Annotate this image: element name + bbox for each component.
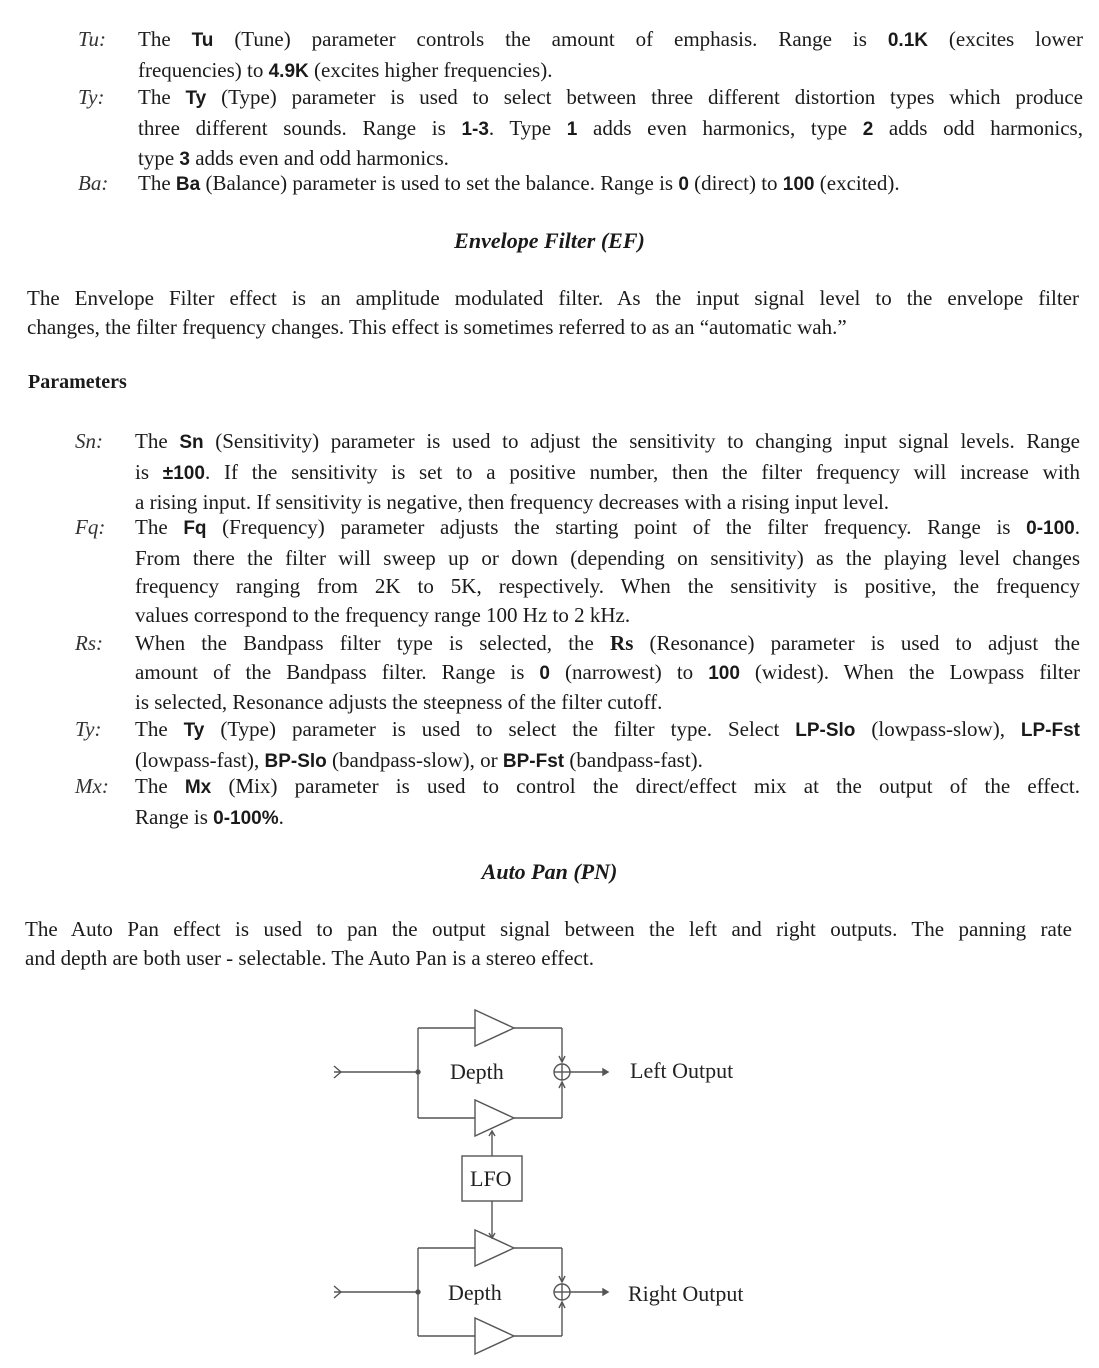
parameter-value: 3: [179, 149, 190, 170]
auto-pan-title: Auto Pan (PN): [481, 859, 618, 884]
parameter-description: [135, 427, 1080, 517]
parameter-value: Ty: [185, 88, 207, 109]
parameter-description: [135, 513, 1080, 629]
parameter-label: Tu:: [78, 27, 107, 51]
description-line: The Ty (Type) parameter is used to select the filter type. Select LP-Slo (lowpass-slow), LP-Fst: [135, 717, 1080, 741]
top-amp-triangle: [475, 1010, 514, 1046]
description-line: type 3 adds even and odd harmonics.: [138, 146, 449, 170]
left-output-label: Left Output: [630, 1058, 734, 1083]
auto-pan-diagram: [0, 990, 1099, 1360]
description-line: is selected, Resonance adjusts the steepness of the filter cutoff.: [135, 690, 663, 714]
description-line: From there the filter will sweep up or down (depending on sensitivity) as the playing level changes: [135, 545, 1080, 570]
parameter-label: Fq:: [75, 515, 106, 539]
lfo-label: LFO: [470, 1166, 512, 1191]
parameter-label: Sn:: [75, 429, 103, 453]
bottom-depth-label: Depth: [448, 1280, 502, 1305]
parameter-value: Ty: [183, 720, 205, 741]
parameter-value: 4.9K: [268, 60, 309, 82]
parameter-label: Rs:: [75, 631, 103, 655]
parameter-value: 1-3: [461, 118, 489, 140]
right-output-label: Right Output: [628, 1281, 744, 1306]
bottom-amp-triangle: [475, 1100, 514, 1136]
parameter-label: Ty:: [78, 85, 105, 109]
description-line: The Ty (Type) parameter is used to select between three different distortion types which produce: [138, 85, 1083, 109]
parameter-description: [135, 772, 1080, 833]
intro-line: The Auto Pan effect is used to pan the output signal between the left and right outputs. The panning rate: [25, 917, 1072, 941]
intro-line: and depth are both user - selectable. The Auto Pan is a stereo effect.: [25, 945, 594, 970]
bottom-input-arrow: [334, 1286, 418, 1298]
parameter-value: 0-100: [1026, 518, 1075, 539]
intro-line: The Envelope Filter effect is an amplitude modulated filter. As the input signal level to the envelope filter: [27, 286, 1079, 310]
envelope-filter-title: Envelope Filter (EF): [454, 228, 645, 253]
description-line: amount of the Bandpass filter. Range is 0 (narrowest) to 100 (widest). When the Lowpass filter: [135, 659, 1081, 684]
parameter-value: ±100: [162, 462, 205, 484]
parameter-description: [135, 715, 1080, 776]
parameter-value: BP-Fst: [502, 750, 565, 772]
description-line: is ±100. If the sensitivity is set to a positive number, then the filter frequency will increase with: [135, 459, 1080, 484]
parameter-description: [135, 629, 1080, 717]
parameter-value: Sn: [179, 432, 204, 453]
parameter-value: 0.1K: [887, 30, 928, 51]
parameter-description: [138, 83, 1083, 175]
parameter-value: LP-Slo: [795, 720, 856, 741]
parameter-value: Rs: [610, 631, 634, 655]
parameter-value: Fq: [183, 518, 207, 539]
parameters-heading: Parameters: [28, 371, 127, 393]
description-line: frequencies) to 4.9K (excites higher frequencies).: [138, 57, 553, 82]
parameter-value: 0: [539, 662, 550, 684]
parameter-value: Ba: [175, 174, 201, 195]
description-line: The Fq (Frequency) parameter adjusts the starting point of the filter frequency. Range is 0-100.: [135, 515, 1080, 539]
description-line: The Tu (Tune) parameter controls the amount of emphasis. Range is 0.1K (excites lower: [138, 27, 1083, 51]
description-line: frequency ranging from 2K to 5K, respectively. When the sensitivity is positive, the frequency: [135, 574, 1080, 598]
description-line: Range is 0-100%.: [135, 804, 284, 829]
description-line: The Mx (Mix) parameter is used to control the direct/effect mix at the output of the effect.: [135, 774, 1080, 798]
parameter-label: Ba:: [78, 171, 109, 195]
parameter-value: 2: [862, 118, 874, 140]
description-line: values correspond to the frequency range 100 Hz to 2 kHz.: [135, 602, 631, 627]
parameter-value: 0: [678, 174, 689, 195]
parameter-value: 100: [782, 174, 815, 195]
description-line: When the Bandpass filter type is selected, the Rs (Resonance) parameter is used to adjust the: [135, 631, 1080, 655]
parameter-value: 100: [708, 662, 740, 684]
description-line: (lowpass-fast), BP-Slo (bandpass-slow), or BP-Fst (bandpass-fast).: [135, 747, 703, 772]
intro-line: changes, the filter frequency changes. This effect is sometimes referred to as an “automatic wah.”: [27, 314, 847, 339]
auto-pan-intro: [25, 915, 1072, 972]
parameter-description: [138, 25, 1083, 86]
parameter-value: 1: [566, 118, 578, 140]
parameter-label: Mx:: [75, 774, 109, 798]
description-line: a rising input. If sensitivity is negative, then frequency decreases with a rising input level.: [135, 490, 890, 514]
parameter-value: Mx: [184, 777, 212, 798]
description-line: The Sn (Sensitivity) parameter is used to adjust the sensitivity to changing input signal levels. Range: [135, 429, 1080, 453]
envelope-filter-intro: [27, 284, 1079, 341]
parameter-label: Ty:: [75, 717, 102, 741]
description-line: three different sounds. Range is 1-3. Type 1 adds even harmonics, type 2 adds odd harmonics,: [138, 115, 1083, 140]
parameter-value: BP-Slo: [264, 750, 327, 772]
top-input-arrow: [334, 1066, 418, 1078]
description-line: The Ba (Balance) parameter is used to set the balance. Range is 0 (direct) to 100 (excited).: [138, 171, 900, 195]
parameter-value: 0-100%: [213, 807, 279, 829]
top-depth-label: Depth: [450, 1059, 504, 1084]
parameter-value: LP-Fst: [1020, 720, 1080, 741]
parameter-description: [138, 169, 1083, 200]
parameter-value: Tu: [191, 30, 214, 51]
